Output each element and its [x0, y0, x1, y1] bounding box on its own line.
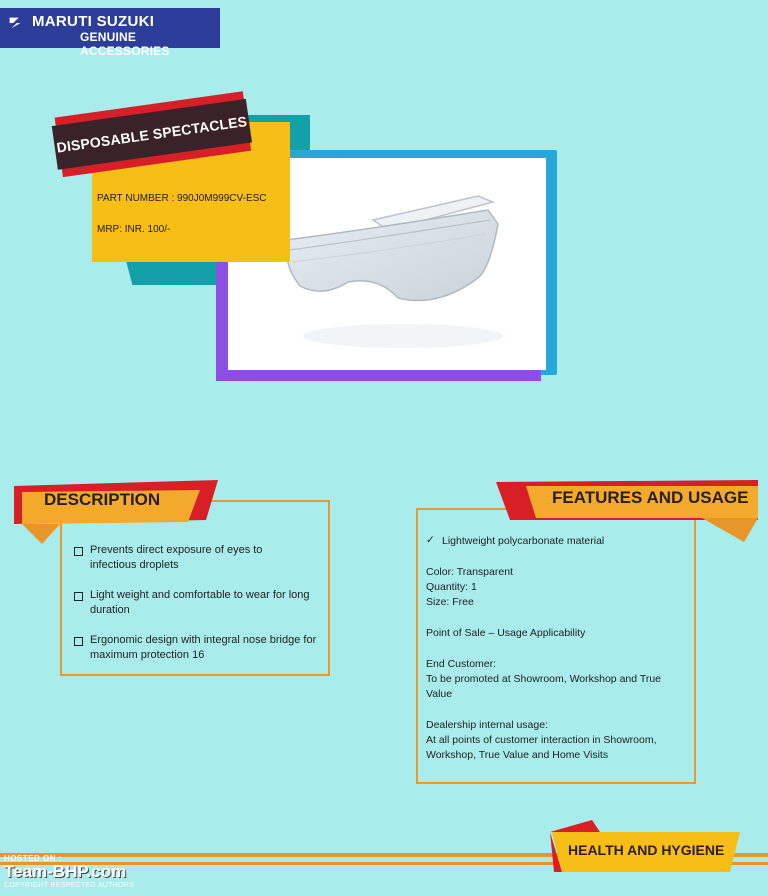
description-item: Ergonomic design with integral nose bridge for maximum protection 16: [90, 634, 317, 661]
team-bhp-watermark: Team-BHP.com: [4, 862, 127, 881]
part-number: PART NUMBER : 990J0M999CV-ESC: [97, 193, 267, 204]
brand-subtitle: GENUINE ACCESSORIES: [80, 30, 170, 58]
checkbox-icon: [74, 547, 83, 556]
dealership-label: Dealership internal usage:: [426, 719, 548, 731]
description-item: Light weight and comfortable to wear for long duration: [90, 589, 310, 616]
category-label: HEALTH AND HYGIENE: [568, 842, 725, 858]
feature-color: Color: Transparent: [426, 566, 513, 578]
hosted-on-label: HOSTED ON :: [4, 854, 62, 863]
description-item: Prevents direct exposure of eyes to infectious droplets: [90, 544, 263, 571]
feature-pos: Point of Sale – Usage Applicability: [426, 627, 586, 639]
description-ribbon: [10, 478, 226, 548]
feature-size: Size: Free: [426, 596, 474, 608]
brand-name: MARUTI SUZUKI: [32, 13, 155, 30]
watermark-tagline: COPYRIGHT RESPECTED AUTHORS: [4, 882, 135, 889]
brand-logo: [0, 8, 220, 58]
description-heading: DESCRIPTION: [44, 490, 161, 509]
mrp-price: MRP: INR. 100/-: [97, 224, 171, 235]
feature-item: Lightweight polycarbonate material: [442, 535, 605, 547]
feature-quantity: Quantity: 1: [426, 581, 477, 593]
checkbox-icon: [74, 592, 83, 601]
features-panel: [416, 508, 696, 784]
checkbox-icon: [74, 637, 83, 646]
suzuki-logo-icon: [6, 14, 24, 32]
product-title: DISPOSABLE SPECTACLES: [52, 99, 252, 170]
check-icon: ✓: [426, 534, 435, 546]
end-customer-text: To be promoted at Showroom, Workshop and True Value: [426, 673, 662, 700]
dealership-text: At all points of customer interaction in Showroom, Workshop, True Value and Home Visits: [426, 734, 657, 761]
features-heading: FEATURES AND USAGE: [552, 488, 749, 507]
end-customer-label: End Customer:: [426, 658, 497, 670]
